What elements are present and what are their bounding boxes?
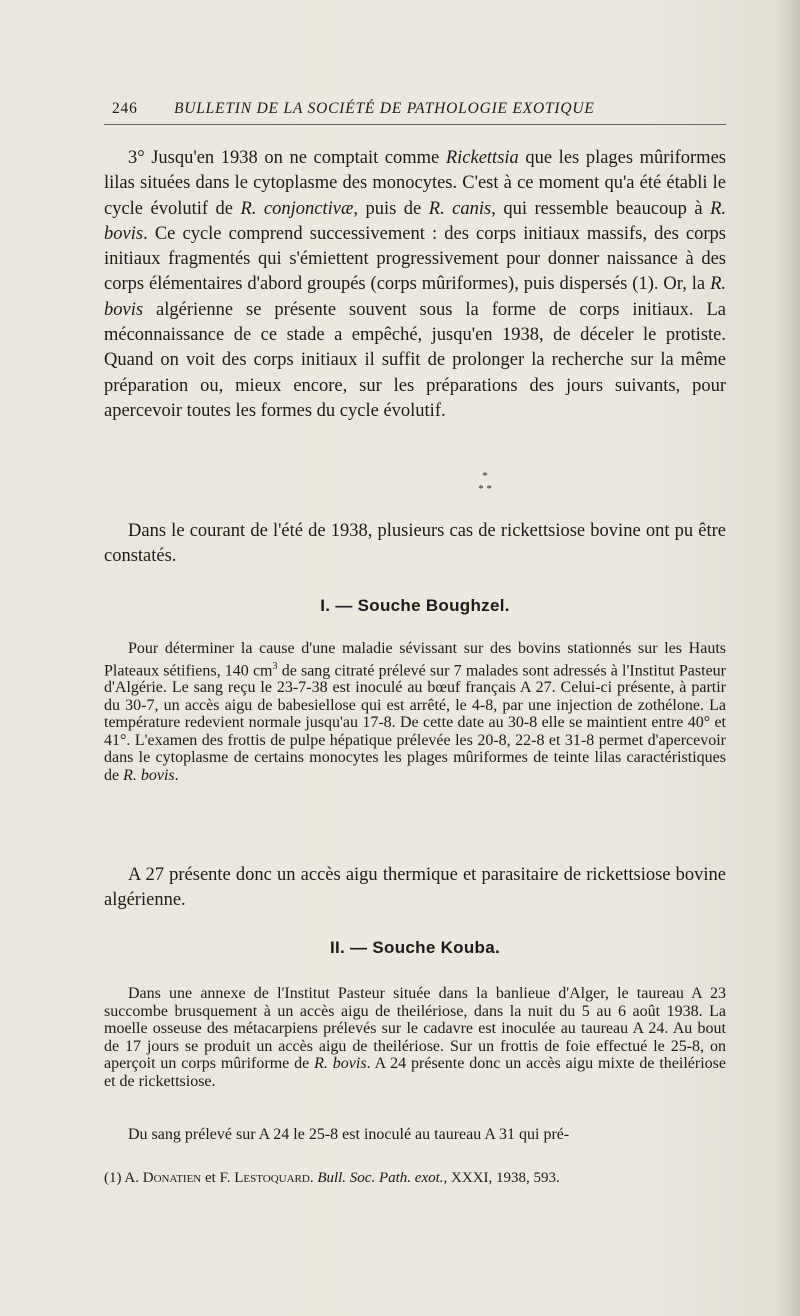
asterism-bottom: * * — [478, 483, 492, 495]
section-heading-boughzel: I. — Souche Boughzel. — [320, 596, 510, 615]
footnote: (1) A. Donatien et F. Lestoquard. Bull. Soc. Path. exot., XXXI, 1938, 593. — [104, 1170, 560, 1186]
page-number: 246 — [112, 100, 138, 117]
section-heading-kouba: II. — Souche Kouba. — [329, 938, 501, 957]
paragraph-boughzel: Pour déterminer la cause d'une maladie sévissant sur des bovins stationnés sur les Hauts Plateaux sétifiens, 140 $cm^3$ de sang citraté prélevé sur 7 malades sont adressés à l'Institut Pasteur d'Algérie. Le sang reçu le 23-7-38 est inoculé au bœuf français A 27. Celui-ci présente, à partir du 30-7, un accès aigu de babesiellose qui est arrêté, le 4-8, par une injection de zothélone. La température redevient normale jusqu'au 17-8. De cette date au 30-8 elle se maintient entre 40° et 41°. L'examen des frottis de pulpe hépatique prélevée les 20-8, 22-8 et 31-8 permet d'apercevoir dans le cytoplasme de certains monocytes les plages mûriformes de teinte lilas caractéristiques de R. bovis. — [104, 640, 726, 784]
paragraph-kouba: Dans une annexe de l'Institut Pasteur située dans la banlieue d'Alger, le taureau A 23 succombe brusquement à un accès aigu de theilériose, dans la nuit du 5 au 6 août 1938. La moelle osseuse des métacarpiens prélevés sur le cadavre est inoculée au taureau A 24. Au bout de 17 jours se produit un accès aigu de theilériose. Sur un frottis de foie effectué le 25-8, on aperçoit un corps mûriforme de R. bovis. A 24 présente donc un accès aigu mixte de theilériose et de rickettsiose. — [104, 985, 726, 1090]
paragraph-a24-inoculation: Du sang prélevé sur A 24 le 25-8 est inoculé au taureau A 31 qui pré- — [128, 1126, 570, 1143]
paragraph-a27-conclusion: A 27 présente donc un accès aigu thermique et parasitaire de rickettsiose bovine algérienne. — [104, 865, 726, 911]
running-title: BULLETIN DE LA SOCIÉTÉ DE PATHOLOGIE EXOTIQUE — [174, 100, 595, 117]
asterism-top: * — [482, 470, 488, 482]
header-rule — [104, 124, 726, 125]
paragraph-summer-cases: Dans le courant de l'été de 1938, plusieurs cas de rickettsiose bovine ont pu être constatés. — [104, 521, 726, 567]
paragraph-cycle: 3° Jusqu'en 1938 on ne comptait comme Rickettsia que les plages mûriformes lilas situées dans le cytoplasme des monocytes. C'est à ce moment qu'a été établi le cycle évolutif de R. conjonctivæ, puis de R. canis, qui ressemble beaucoup à R. bovis. Ce cycle comprend successivement : des corps initiaux massifs, des corps initiaux fragmentés qui s'émiettent progressivement pour donner naissance à des corps élémentaires d'abord groupés (corps mûriformes), puis dispersés (1). Or, la R. bovis algérienne se présente souvent sous la forme de corps initiaux. La méconnaissance de ce stade a empêché, jusqu'en 1938, de déceler le protiste. Quand on voit des corps initiaux il suffit de prolonger la recherche sur la même préparation ou, mieux encore, sur les préparations des jours suivants, pour apercevoir toutes les formes du cycle évolutif. — [104, 148, 726, 421]
section-separator-asterisks — [455, 470, 515, 496]
